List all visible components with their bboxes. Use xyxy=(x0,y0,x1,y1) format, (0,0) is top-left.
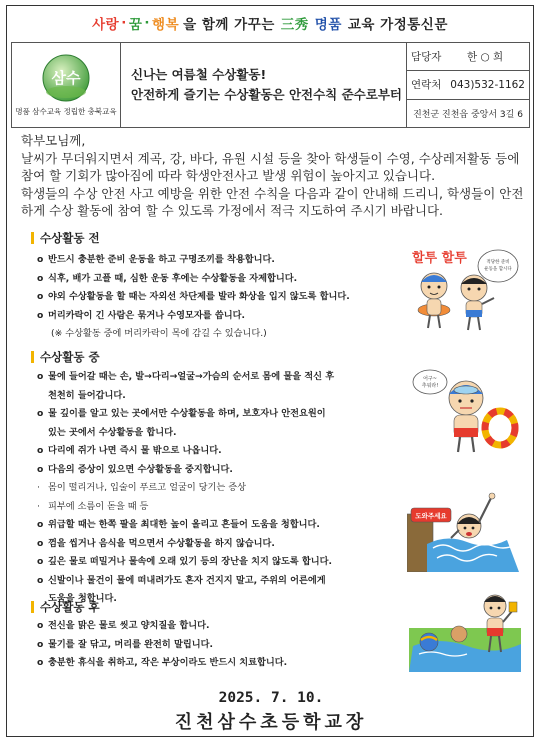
svg-text:추워라!: 추워라! xyxy=(421,383,439,389)
section-marker xyxy=(31,232,34,244)
list-item: o 껌을 씹거나 음식을 먹으면서 수상활동을 하지 않습니다. xyxy=(37,537,275,549)
list-subitem: · 피부에 소름이 돋을 때 등 xyxy=(37,500,149,512)
newsletter-page xyxy=(6,5,534,737)
section-marker xyxy=(31,601,34,613)
section-during-label: 수상활동 중 xyxy=(40,350,100,364)
intro-paragraph-2: 학생들의 수상 안전 사고 예방을 위한 안전 수칙을 다음과 같이 안내해 드리니, 학생들이 안전하게 수상 활동에 참여 할 수 있도록 가정에서 적극 지도하여 주시기 바랍니다. xyxy=(21,185,524,218)
list-subitem: · 몸이 떨리거나, 입술이 푸르고 얼굴이 당기는 증상 xyxy=(37,482,246,493)
notice-title xyxy=(121,43,407,127)
svg-text:어구~: 어구~ xyxy=(423,376,437,382)
phone-number: 043)532-1162 xyxy=(450,78,525,91)
banner-love: 사랑 xyxy=(92,17,120,33)
list-item: o 물기를 잘 닦고, 머리를 완전히 말립니다. xyxy=(37,638,213,650)
section-before-label: 수상활동 전 xyxy=(40,231,100,245)
list-item-cont: 있는 곳에서 수상활동을 합니다. xyxy=(48,426,177,438)
phone-label: 연락처 xyxy=(411,79,442,92)
banner-premium: 명품 xyxy=(314,17,342,33)
list-item: o 깊은 물로 떠밀거나 물속에 오래 있기 등의 장난을 치지 않도록 합니다. xyxy=(37,556,332,567)
list-item: o 물에 들어갈 때는 손, 발→다리→얼굴→가슴의 순서로 몸에 물을 적신 후 xyxy=(37,371,335,382)
list-item: o 충분한 휴식을 취하고, 작은 부상이라도 반드시 치료합니다. xyxy=(37,657,288,668)
warmup-illustration xyxy=(402,242,520,332)
section-before-title xyxy=(31,230,100,246)
banner-dream: 꿈 xyxy=(128,17,143,33)
banner-notice: 교육 가정통신문 xyxy=(347,17,448,33)
school-logo-emblem xyxy=(33,53,99,103)
contact-label: 담당자 xyxy=(411,51,442,64)
greeting: 학부모님께, xyxy=(21,133,86,148)
section-after-label: 수상활동 후 xyxy=(40,600,100,614)
list-item-cont: 천천히 들어갑니다. xyxy=(48,389,126,401)
contact-name: 한 ○ 희 xyxy=(467,51,504,64)
list-item: o 야외 수상활동을 할 때는 자외선 차단제를 발라 화상을 입지 않도록 합니다. xyxy=(37,291,350,302)
banner-happiness: 행복 xyxy=(152,17,180,33)
section-during-title xyxy=(31,349,100,365)
list-item-cont: 도움을 청합니다. xyxy=(48,593,117,604)
during-list xyxy=(37,368,334,609)
sign-help: 도와주세요 xyxy=(415,512,447,520)
after-list xyxy=(37,617,287,673)
notice-date: 2025. 7. 10. xyxy=(218,690,324,706)
bubble-chant: 할투 할투 xyxy=(412,251,467,266)
cold-kid-illustration xyxy=(412,366,520,456)
intro-text xyxy=(21,132,526,220)
school-logo xyxy=(12,43,121,127)
logo-text: 삼수 xyxy=(51,69,81,87)
list-item: o 물 깊이를 알고 있는 곳에서만 수상활동을 하며, 보호자나 안전요원이 xyxy=(37,408,326,419)
list-item: o 다리에 쥐가 나면 즉시 물 밖으로 나옵니다. xyxy=(37,445,222,456)
banner-samsu: 三秀 xyxy=(280,17,309,33)
after-swim-illustration xyxy=(409,580,521,672)
list-item: o 반드시 충분한 준비 운동을 하고 구명조끼를 착용합니다. xyxy=(37,254,275,265)
section-marker xyxy=(31,351,34,363)
contact-row xyxy=(407,43,529,71)
rescue-illustration xyxy=(407,474,519,572)
newsletter-banner xyxy=(7,6,533,40)
intro-paragraph-1: 날씨가 무더워지면서 계곡, 강, 바다, 유원 시설 등을 찾아 학생들이 수영, 수상레저활동 등에 참여 할 기회가 많아짐에 따라 학생안전사고 발생 위험이 높아지고 있습니다. xyxy=(21,150,520,183)
address-row xyxy=(407,100,529,127)
banner-dot: · xyxy=(144,15,151,31)
list-item: o 위급할 때는 한쪽 팔을 최대한 높이 올리고 흔들어 도움을 청합니다. xyxy=(37,519,320,530)
note: (※ 수상활동 중에 머리카락이 목에 감길 수 있습니다.) xyxy=(51,328,267,339)
header-table xyxy=(11,42,530,128)
list-item: o 머리카락이 긴 사람은 묶거나 수영모자를 씁니다. xyxy=(37,309,245,321)
section-after-title xyxy=(31,599,100,615)
contact-info xyxy=(407,43,529,127)
address: 진천군 진천읍 중앙서 3길 6 xyxy=(413,109,523,120)
title-line1: 신나는 여름철 수상활동! xyxy=(131,67,267,82)
svg-text:적당한 준비: 적당한 준비 xyxy=(486,260,510,265)
svg-text:운동을 합시다: 운동을 합시다 xyxy=(484,267,512,272)
logo-caption: 명품 삼수교육 정립한 충북교육 xyxy=(15,107,117,116)
title-line2: 안전하게 즐기는 수상활동은 안전수칙 준수로부터 xyxy=(131,87,402,102)
list-item: o 식후, 배가 고플 때, 심한 운동 후에는 수상활동을 자제합니다. xyxy=(37,272,298,284)
banner-dot: · xyxy=(121,15,127,31)
before-list xyxy=(37,251,350,344)
list-item: o 다음의 증상이 있으면 수상활동을 중지합니다. xyxy=(37,463,233,475)
banner-text: 을 함께 가꾸는 xyxy=(183,17,275,33)
list-item: o 신발이나 물건이 물에 떠내려가도 혼자 건지지 말고, 주위의 어른에게 xyxy=(37,574,326,586)
list-item: o 전신을 맑은 물로 씻고 양치질을 합니다. xyxy=(37,620,210,631)
phone-row xyxy=(407,71,529,99)
school-signature: 진천삼수초등학교장 xyxy=(174,712,368,733)
